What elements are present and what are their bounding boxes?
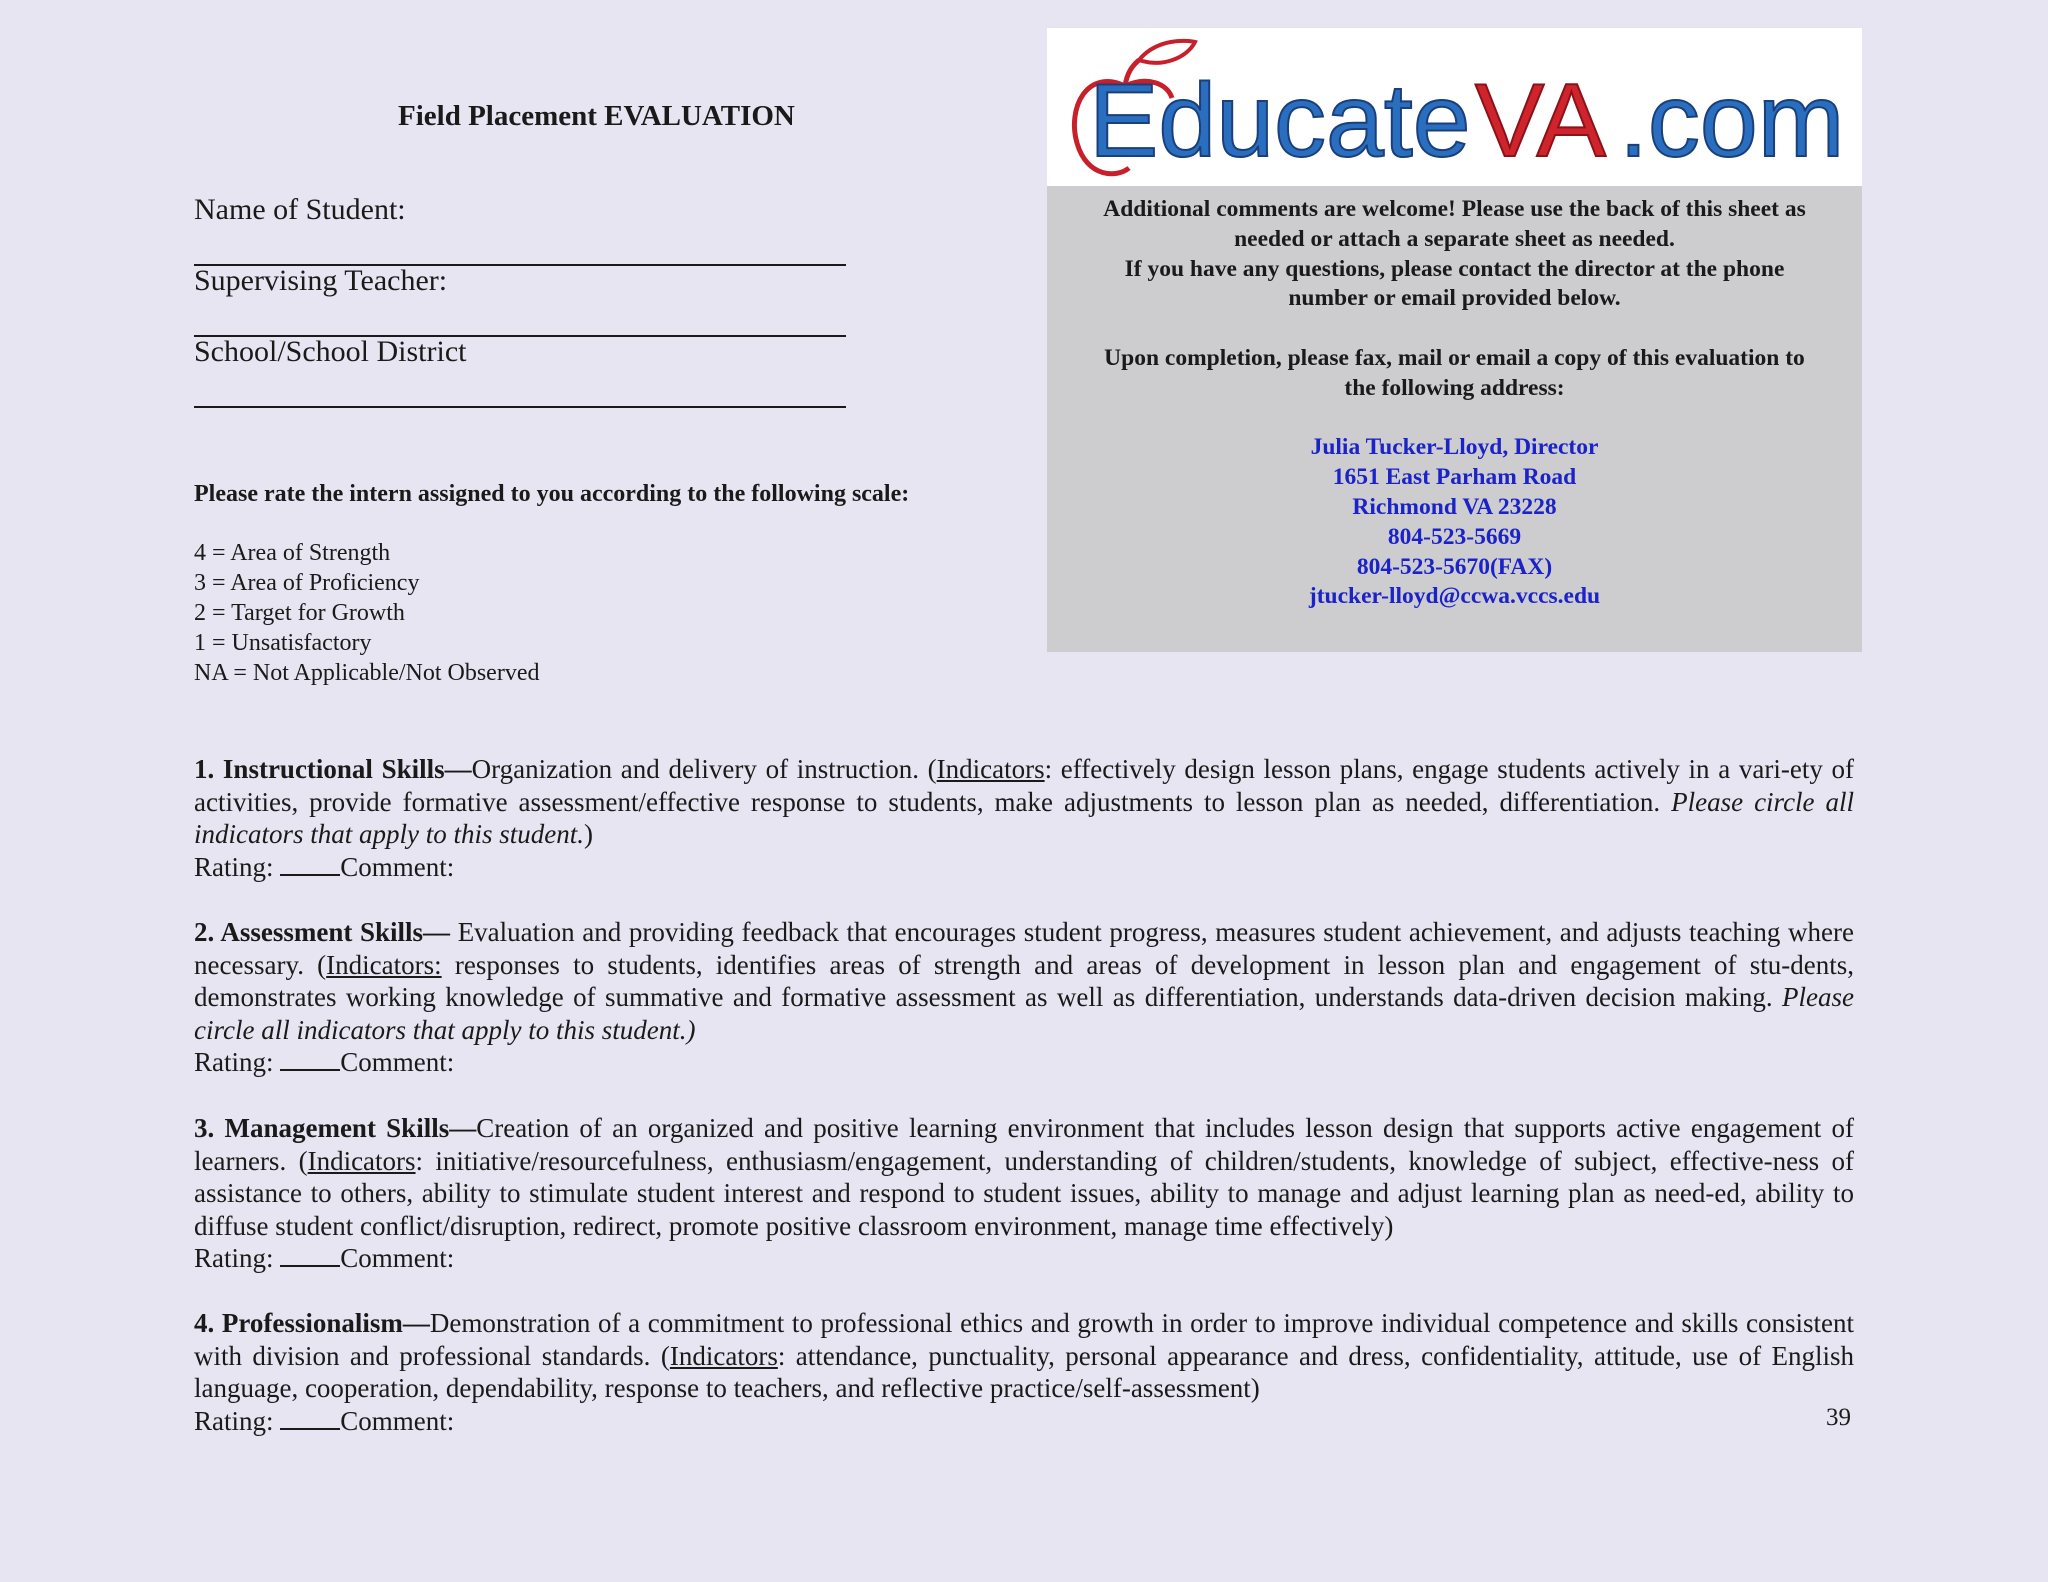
- school-district-line: [194, 406, 846, 408]
- scale-item: 4 = Area of Strength: [194, 540, 391, 566]
- supervising-teacher-label: Supervising Teacher:: [194, 264, 448, 297]
- rating-blank[interactable]: [280, 1406, 340, 1430]
- indicators-label: Indicators: [936, 754, 1045, 784]
- rating-line: [194, 1242, 1854, 1275]
- section-description: Organization and delivery of instruction. (: [471, 754, 937, 784]
- info-line: Additional comments are welcome! Please use the back of this sheet as: [1103, 196, 1806, 222]
- section-professionalism: [194, 1307, 1854, 1437]
- comment-label: Comment:: [340, 1243, 455, 1274]
- section-tail: ): [584, 819, 593, 850]
- director-fax: 804-523-5670(FAX): [1356, 553, 1553, 580]
- circle-note: Please circle all indicators that apply to this student.): [194, 982, 1854, 1045]
- director-city: Richmond VA 23228: [1352, 493, 1557, 520]
- section-heading: 4. Professionalism—: [194, 1308, 430, 1338]
- info-line: needed or attach a separate sheet as needed.: [1234, 225, 1675, 252]
- comment-label: Comment:: [340, 1047, 455, 1078]
- logo-graphic: [1047, 28, 1862, 186]
- scale-item: 1 = Unsatisfactory: [194, 630, 372, 656]
- section-heading: 1. Instructional Skills—: [194, 754, 472, 784]
- director-email[interactable]: jtucker-lloyd@ccwa.vccs.edu: [1308, 583, 1601, 610]
- section-management-skills: [194, 1112, 1854, 1275]
- scale-item: NA = Not Applicable/Not Observed: [194, 660, 540, 686]
- section-assessment-skills: [194, 916, 1854, 1079]
- section-text: [194, 753, 1854, 851]
- rating-blank[interactable]: [280, 852, 340, 876]
- rating-blank[interactable]: [280, 1243, 340, 1267]
- indicators-text: : effectively design lesson plans, engage students actively in a vari-ety of activities, provide formative assessment/effective response to students, make adjustments to lesson plan as needed, differentiation.: [194, 754, 1855, 817]
- indicators-label: Indicators: [307, 1145, 416, 1176]
- info-line: Upon completion, please fax, mail or email a copy of this evaluation to: [1104, 344, 1805, 371]
- section-heading: 2. Assessment Skills—: [194, 917, 451, 947]
- rating-line: [194, 1405, 1854, 1438]
- rating-label: Rating:: [194, 1243, 281, 1274]
- indicators-text: : attendance, punctuality, personal appearance and dress, confidentiality, attitude, use of English language, cooperation, dependability, response to teachers, and reflective practice/self-assessment): [194, 1340, 1854, 1404]
- student-name-label: Name of Student:: [194, 193, 406, 226]
- rating-line: [194, 851, 1854, 884]
- logo-text-educate: Educate: [1089, 63, 1471, 179]
- section-description: Demonstration of a commitment to professional ethics and growth in order to improve individual competence and skills consistent with division and professional standards. (: [194, 1308, 1854, 1371]
- section-description: Evaluation and providing feedback that encourages student progress, measures student achievement, and adjusts teaching where necessary. (: [194, 917, 1854, 980]
- info-line: the following address:: [1344, 374, 1565, 401]
- section-heading: 3. Management Skills—: [194, 1113, 477, 1143]
- indicators-text: responses to students, identifies areas of strength and areas of development in lesson plan and engagement of stu-dents, demonstrates working knowledge of summative and formative assessment as well as differentiation, understands data-driven decision making.: [194, 949, 1854, 1013]
- circle-note: Please circle all indicators that apply to this student.: [194, 786, 1855, 850]
- section-description: Creation of an organized and positive learning environment that includes lesson design that supports active engagement of learners. (: [194, 1113, 1854, 1176]
- info-line: number or email provided below.: [1288, 285, 1621, 312]
- indicators-label: Indicators:: [326, 949, 442, 980]
- info-panel: [1047, 186, 1862, 652]
- section-text: [194, 1112, 1854, 1242]
- info-line: If you have any questions, please contact the director at the phone: [1124, 255, 1785, 282]
- section-text: [194, 916, 1854, 1046]
- section-text: [194, 1307, 1854, 1405]
- form-title: Field Placement EVALUATION: [398, 100, 795, 132]
- scale-instruction: Please rate the intern assigned to you according to the following scale:: [194, 481, 910, 507]
- scale-item: 2 = Target for Growth: [194, 600, 405, 626]
- comment-label: Comment:: [340, 851, 455, 882]
- indicators-text: : initiative/resourcefulness, enthusiasm/engagement, understanding of children/students, knowledge of subject, effective-ness of assistance to others, ability to stimulate student interest and respond to student issues, ability to manage and adjust learning plan as need-ed, ability to diffuse student conflict/disruption, redirect, promote positive classroom environment, manage time effectively): [194, 1145, 1854, 1241]
- logo-text-com: .com: [1619, 63, 1845, 179]
- rating-blank[interactable]: [280, 1047, 340, 1071]
- rating-scale-list: [194, 538, 539, 688]
- logo-text-va: VA: [1475, 63, 1607, 179]
- director-phone: 804-523-5669: [1387, 523, 1522, 550]
- section-instructional-skills: [194, 753, 1854, 883]
- apple-leaf-icon: [1139, 41, 1195, 63]
- rating-line: [194, 1046, 1854, 1079]
- educateva-logo: [1047, 28, 1862, 186]
- indicators-label: Indicators: [669, 1340, 778, 1371]
- rating-label: Rating:: [194, 1047, 281, 1078]
- comment-label: Comment:: [340, 1405, 455, 1436]
- director-street: 1651 East Parham Road: [1332, 464, 1577, 491]
- page-number: 39: [1826, 1404, 1851, 1431]
- rating-label: Rating:: [194, 851, 281, 882]
- director-name: Julia Tucker-Lloyd, Director: [1310, 434, 1599, 461]
- rating-label: Rating:: [194, 1405, 281, 1436]
- scale-item: 3 = Area of Proficiency: [194, 570, 420, 596]
- school-district-label: School/School District: [194, 335, 467, 368]
